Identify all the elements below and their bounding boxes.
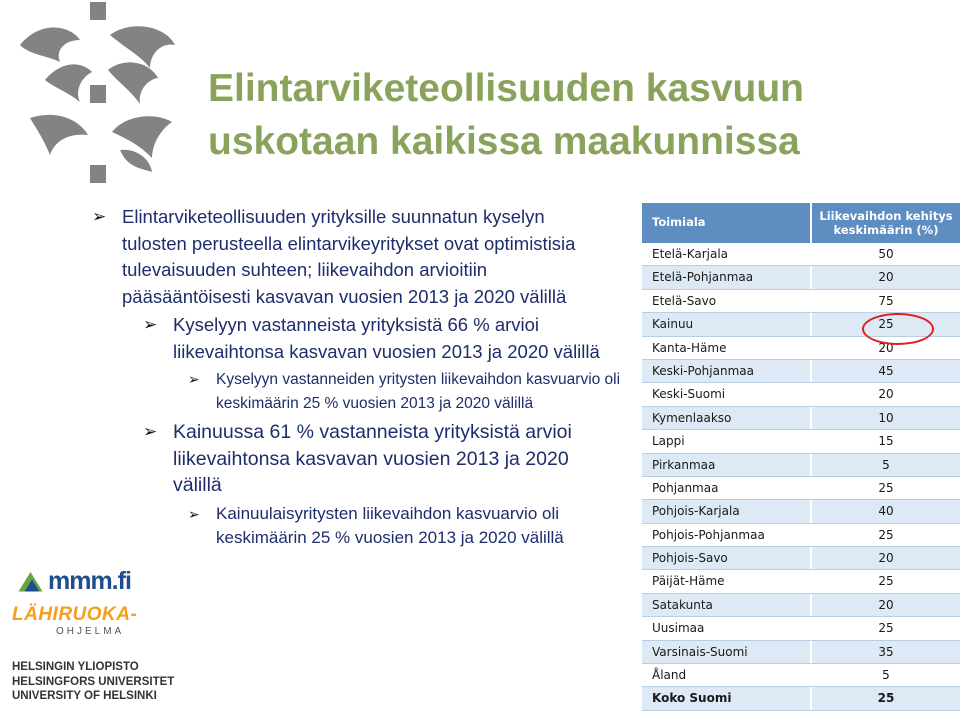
table-row [642, 664, 960, 687]
bullet-text: Elintarviketeollisuuden yrityksille suunnatun kyselyn tulosten perusteella elintarvikeyritykset ovat optimistisia tulevaisuuden suhteen; liikevaihdon arvioitiin pääsääntöisesti kasvavan vuosien 2013 ja 2020 välillä [122, 206, 576, 307]
region-name: Pohjois-Karjala [642, 500, 812, 522]
uni-name-en: UNIVERSITY OF HELSINKI [12, 690, 157, 702]
table-row [642, 477, 960, 500]
highlight-circle [862, 313, 934, 345]
region-name: Koko Suomi [642, 687, 812, 709]
growth-value: 25 [878, 527, 894, 542]
bullet-text: Kainuussa 61 % vastanneista yrityksistä arvioi liikevaihtonsa kasvavan vuosien 2013 ja 2020 välillä [173, 421, 572, 496]
table-row [642, 570, 960, 593]
arrow-bullet-icon: ➢ [188, 371, 200, 387]
region-name: Varsinais-Suomi [642, 641, 812, 663]
region-name: Uusimaa [642, 617, 812, 639]
table-row [642, 360, 960, 383]
slide-title [208, 62, 948, 168]
table-row [642, 687, 960, 710]
title-line-2: uskotaan kaikissa maakunnissa [208, 120, 800, 163]
lahiruoka-logo: LÄHIRUOKA- [12, 604, 138, 625]
table-row [642, 266, 960, 289]
growth-value: 40 [878, 504, 894, 519]
region-name: Keski-Suomi [642, 383, 812, 405]
growth-value: 5 [882, 668, 890, 683]
arrow-bullet-icon: ➢ [143, 315, 158, 334]
header-toimiala: Toimiala [642, 203, 812, 243]
uni-name-sv: HELSINGFORS UNIVERSITET [12, 675, 175, 688]
table-row [642, 641, 960, 664]
region-name: Pohjois-Pohjanmaa [642, 524, 812, 546]
growth-value: 75 [878, 293, 894, 308]
bullet-level3-kainuu [188, 502, 636, 550]
university-flame-logo [0, 0, 205, 185]
growth-value: 10 [878, 410, 894, 425]
table-body [642, 243, 960, 711]
growth-value: 25 [878, 574, 894, 589]
growth-value: 20 [878, 340, 894, 355]
growth-value: 20 [878, 597, 894, 612]
header-growth [812, 203, 960, 243]
bullet-text: Kainuulaisyritysten liikevaihdon kasvuarvio oli keskimäärin 25 % vuosien 2013 ja 2020 välillä [216, 503, 564, 547]
header-growth-line2: keskimäärin (%) [833, 223, 939, 237]
bullet-list [92, 204, 632, 550]
arrow-bullet-icon: ➢ [92, 207, 107, 226]
region-name: Etelä-Karjala [642, 243, 812, 265]
bullet-text: Kyselyyn vastanneiden yritysten liikevaihdon kasvuarvio oli keskimäärin 25 % vuosien 2013 ja 2020 välillä [216, 371, 621, 412]
table-row [642, 383, 960, 406]
bullet-level2 [143, 312, 613, 365]
bullet-level2-kainuu [143, 419, 613, 499]
bullet-level1 [92, 204, 592, 310]
growth-value: 25 [877, 691, 895, 706]
growth-value: 15 [878, 434, 894, 449]
growth-value: 20 [878, 387, 894, 402]
growth-value: 20 [878, 551, 894, 566]
table-header [642, 203, 960, 243]
university-of-helsinki-logo [12, 660, 174, 704]
region-name: Etelä-Savo [642, 290, 812, 312]
mmm-logo-text: mmm.fi [48, 567, 131, 595]
table-row [642, 454, 960, 477]
region-name: Pirkanmaa [642, 454, 812, 476]
table-row [642, 547, 960, 570]
table-row [642, 617, 960, 640]
bullet-text: Kyselyyn vastanneista yrityksistä 66 % arvioi liikevaihtonsa kasvavan vuosien 2013 ja 2020 välillä [173, 314, 600, 362]
growth-value: 45 [878, 363, 894, 378]
table-row [642, 290, 960, 313]
growth-value: 35 [878, 644, 894, 659]
header-growth-line1: Liikevaihdon kehitys [819, 209, 953, 223]
growth-value: 25 [878, 621, 894, 636]
region-name: Pohjanmaa [642, 477, 812, 499]
table-row [642, 500, 960, 523]
table-row [642, 407, 960, 430]
region-name: Kainuu [642, 313, 812, 335]
table-row [642, 594, 960, 617]
region-name: Satakunta [642, 594, 812, 616]
mmm-logo-mark [14, 566, 50, 596]
table-row [642, 430, 960, 453]
region-name: Pohjois-Savo [642, 547, 812, 569]
region-name: Etelä-Pohjanmaa [642, 266, 812, 288]
table-row [642, 243, 960, 266]
growth-value: 5 [882, 457, 890, 472]
growth-value: 50 [878, 247, 894, 261]
region-name: Kanta-Häme [642, 337, 812, 359]
arrow-bullet-icon: ➢ [143, 422, 158, 441]
region-name: Päijät-Häme [642, 570, 812, 592]
uni-name-fi: HELSINGIN YLIOPISTO [12, 661, 139, 673]
title-line-1: Elintarviketeollisuuden kasvuun [208, 67, 805, 110]
region-name: Kymenlaakso [642, 407, 812, 429]
bullet-level3 [188, 368, 621, 415]
growth-value: 20 [878, 270, 894, 285]
growth-value: 25 [878, 317, 894, 332]
revenue-growth-table [642, 203, 960, 718]
ohjelma-label: OHJELMA [56, 626, 125, 637]
arrow-bullet-icon: ➢ [188, 505, 200, 522]
region-name: Åland [642, 664, 812, 686]
growth-value: 25 [878, 480, 894, 495]
table-row [642, 524, 960, 547]
region-name: Lappi [642, 430, 812, 452]
region-name: Keski-Pohjanmaa [642, 360, 812, 382]
